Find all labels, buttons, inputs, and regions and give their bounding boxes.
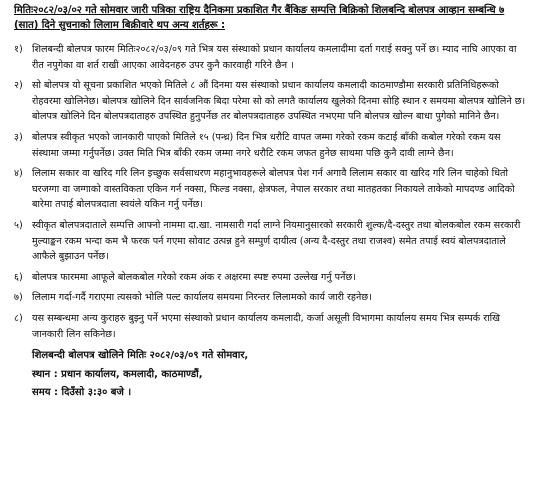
condition-text: स्वीकृत बोलपत्रदाताले सम्पत्ति आफ्नो नाममा दा.खा. नामसारी गर्दा लाग्ने नियमानुसारको सरकारी शुल्क/दै-दस्तुर तथा बोलकबोल रकम सरकारी मुल्याङ्कन रकम भन्दा कम भै फरक पर्न गएमा सोवाट उत्पन्न हुने सम्पुर्ण दायीत्व (अन्य दै-दस्तुर तथा राजश्व) समेत तपाई स्वयं बोलपत्रदाताले आफैले बुझाउन पर्नेछ। (32, 219, 521, 263)
condition-number: ४) (14, 168, 23, 180)
condition-item (14, 166, 526, 213)
condition-text: शिलबन्दी बोलपत्र फारम मितिः२०८२/०३/०९ गते भित्र यस संस्थाको प्रधान कार्यालय कमलादीमा दर्ता गराई सक्नु पर्ने छ। म्याद नाघि आएका वा रीत नपुगेका वा शर्त राखी आएका आवेदनहरु उपर कुनै कारवाही गरिने छैन । (32, 44, 517, 71)
condition-item (14, 270, 526, 286)
notice-heading (14, 3, 526, 33)
condition-number: ८) (14, 312, 23, 324)
condition-text: लिलाम सकार वा खरिद गरि लिन इच्छुक सर्वसाधरण महानुभावहरूले बोलपत्र पेश गर्न अगावै लिलाम सकार वा खरिद गरि लिन चाहेको धितो घरजग्गा वा जग्गाको वास्तविकता एकिन गर्न नक्सा, फिल्ड नक्सा, क्षेत्रफल, नेपाल सरकार तथा मातहतका निकायले ताकेको मापदण्ड आदिको बारेमा तपाई बोलपत्रदाता स्वयंले यकिन गर्नु पर्नेछ। (32, 168, 515, 211)
condition-number: ५) (14, 219, 23, 231)
condition-text: बोलपत्र स्वीकृत भएको जानकारी पाएको मितिले १५ (पन्ध्र) दिन भित्र धरौटि वापत जम्मा गरेको रकम कटाई बाँकी कबोल गरेको रकम यस संस्थामा जम्मा गर्नुपर्नेछ। उक्त मिति भित्र बाँकी रकम जम्मा नगरे धरौटि रकम जफत हुनेछ साथमा पछि कुनै दावी लाग्ने छैन। (32, 131, 501, 159)
heading-line-2: (सात) दिने सुचनाको लिलाम बिक्रीवारे थप अन्य शर्तहरू : (14, 20, 226, 31)
condition-text: लिलाम गर्दा-गर्दै गराएमा त्यसको भोलि पल्ट कार्यालय समयमा निरन्तर लिलामको कार्य जारी रहनेछ। (32, 292, 372, 304)
condition-item (14, 290, 526, 306)
condition-number: २) (14, 80, 23, 92)
condition-item (14, 78, 526, 125)
condition-number: ६) (14, 271, 23, 283)
condition-number: ३) (14, 131, 23, 143)
condition-text: सो बोलपत्र यो सूचना प्रकाशित भएको मितिले ८ औं दिनमा यस संस्थाको प्रधान कार्यालय कमलादी काठमाण्डौमा सरकारी प्रतिनिधिहरूको रोहवरमा खोलिनेछ। बोलपत्र खोलिने दिन सार्वजनिक बिदा परेमा सो को लगतै कार्यालय खुलेको दिनमा सोहि स्थान र समयमा बोलपत्र खोलिने छ। बोलपत्र खोलिने दिन बोलपत्रदाताहरु उपस्थित हुनुपर्नेछ तर बोलपत्रदाताहरु उपस्थित नभएमा पनि बोलपत्र खोल्न बाधा पुगेको मानिने छैन। (32, 80, 526, 123)
opening-details (14, 347, 526, 403)
opening-time: समय : दिउँसो ३:३० बजे । (32, 387, 132, 399)
condition-number: १) (14, 44, 23, 55)
condition-item (14, 130, 526, 161)
condition-number: ७) (14, 292, 23, 304)
heading-line-1: मितिः२०८२/०३/०२ गते सोमवार जारी पत्रिका राष्ट्रिय दैनिकमा प्रकाशित गैर बैंकिङ सम्पत्ति बिक्रिको शिलबन्दि बोलपत्र आव्हान सम्बन्धि ७ (14, 5, 505, 16)
condition-item (14, 42, 526, 73)
condition-text: बोलपत्र फारममा आफूले बोलकबोल गरेको रकम अंक र अक्षरमा स्पष्ट रुपमा उल्लेख गर्नु पर्नेछ। (32, 271, 356, 283)
condition-item (14, 218, 526, 265)
opening-date: शिलबन्दी बोलपत्र खोलिने मितिः २०८२/०३/०९ गते सोमवार, (32, 350, 249, 362)
conditions-list (14, 42, 526, 342)
opening-place: स्थान : प्रधान कार्यालय, कमलादी, काठमाण्डौं, (32, 368, 203, 380)
condition-item (14, 311, 526, 342)
condition-text: यस सम्बन्धमा अन्य कुराहरु बुझ्नु पर्ने भएमा संस्थाको प्रधान कार्यालय कमलादी, कर्जा असूली विभागमा कार्यालय समय भित्र सम्पर्क राखि जानकारी लिन सकिनेछ। (32, 312, 500, 340)
